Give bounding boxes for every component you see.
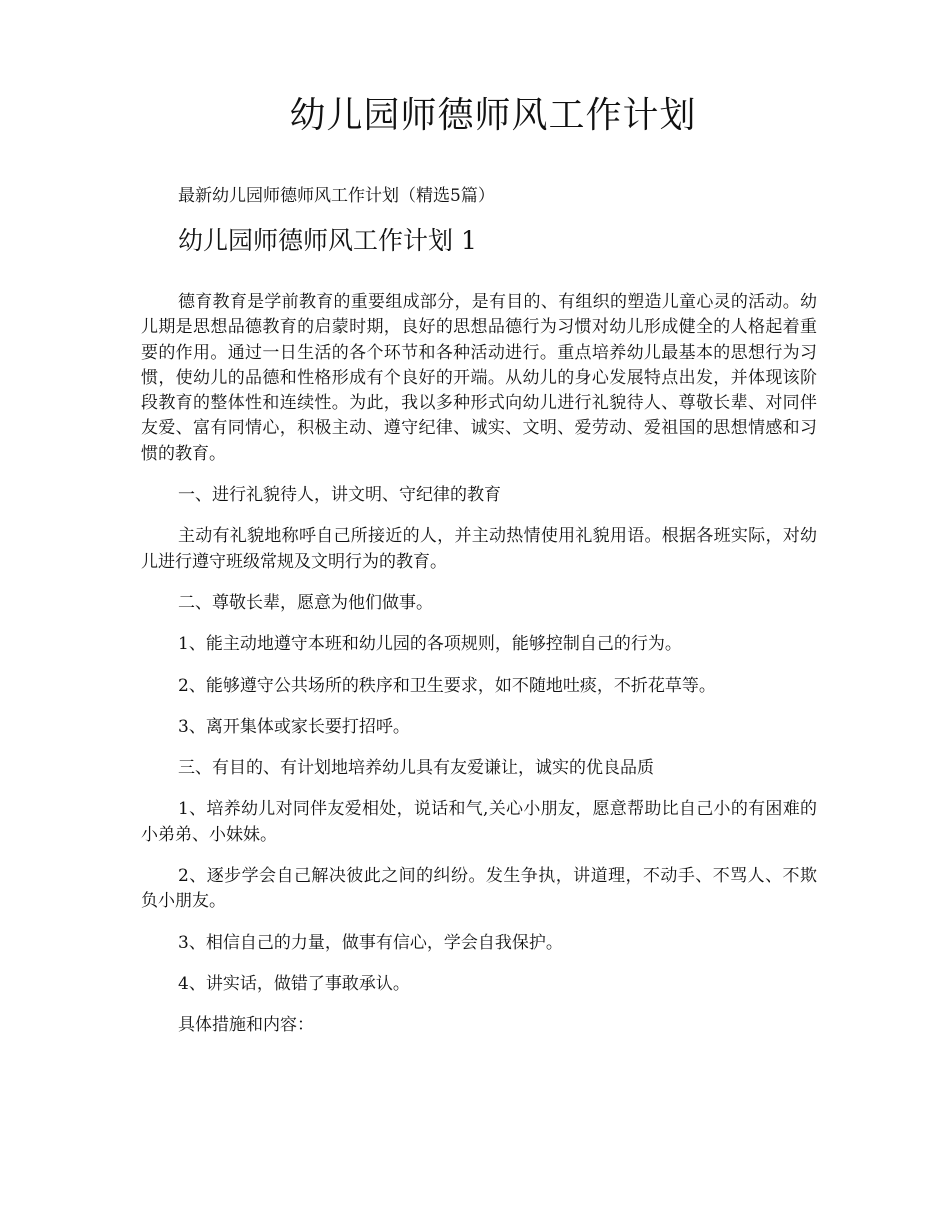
body-paragraph: 3、离开集体或家长要打招呼。 bbox=[178, 716, 410, 737]
document-body bbox=[141, 290, 817, 1055]
body-paragraph: 1、能主动地遵守本班和幼儿园的各项规则，能够控制自己的行为。 bbox=[178, 634, 682, 655]
body-paragraph: 1、培养幼儿对同伴友爱相处，说话和气,关心小朋友，愿意帮助比自己小的有困难的小弟弟、小妹妹。 bbox=[141, 799, 817, 845]
body-paragraph: 3、相信自己的力量，做事有信心，学会自我保护。 bbox=[178, 932, 563, 953]
body-paragraph: 三、有目的、有计划地培养幼儿具有友爱谦让，诚实的优良品质 bbox=[178, 758, 654, 779]
body-paragraph: 主动有礼貌地称呼自己所接近的人，并主动热情使用礼貌用语。根据各班实际，对幼儿进行遵守班级常规及文明行为的教育。 bbox=[141, 526, 817, 572]
document-subtitle: 最新幼儿园师德师风工作计划（精选5篇） bbox=[178, 186, 495, 206]
body-paragraph: 二、尊敬长辈，愿意为他们做事。 bbox=[178, 592, 433, 613]
body-paragraph: 2、能够遵守公共场所的秩序和卫生要求，如不随地吐痰，不折花草等。 bbox=[178, 675, 716, 696]
body-paragraph: 一、进行礼貌待人，讲文明、守纪律的教育 bbox=[178, 485, 501, 506]
body-paragraph: 2、逐步学会自己解决彼此之间的纠纷。发生争执，讲道理，不动手、不骂人、不欺负小朋友。 bbox=[141, 866, 817, 912]
body-paragraph: 德育教育是学前教育的重要组成部分，是有目的、有组织的塑造儿童心灵的活动。幼儿期是思想品德教育的启蒙时期，良好的思想品德行为习惯对幼儿形成健全的人格起着重要的作用。通过一日生活的各个环节和各种活动进行。重点培养幼儿最基本的思想行为习惯，使幼儿的品德和性格形成有个良好的开端。从幼儿的身心发展特点出发，并体现该阶段教育的整体性和连续性。为此，我以多种形式向幼儿进行礼貌待人、尊敬长辈、对同伴友爱、富有同情心，积极主动、遵守纪律、诚实、文明、爱劳动、爱祖国的思想情感和习惯的教育。 bbox=[141, 292, 817, 464]
body-paragraph: 4、讲实话，做错了事敢承认。 bbox=[178, 973, 410, 994]
body-paragraph: 具体措施和内容： bbox=[178, 1015, 314, 1036]
section-heading: 幼儿园师德师风工作计划 1 bbox=[178, 226, 477, 255]
document-title: 幼儿园师德师风工作计划 bbox=[289, 95, 697, 136]
